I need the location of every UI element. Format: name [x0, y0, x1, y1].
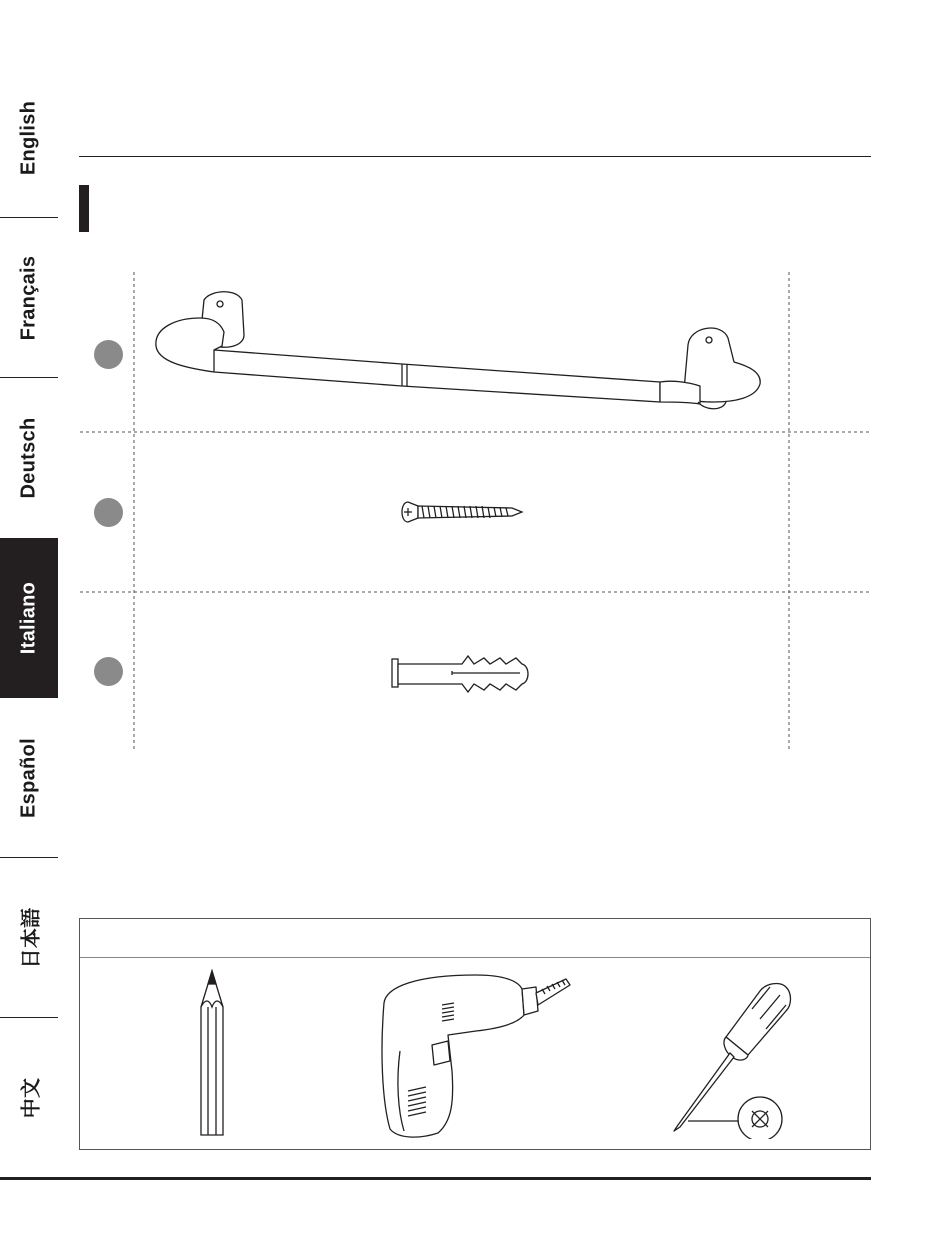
tab-deutsch[interactable]: Deutsch: [17, 417, 40, 499]
screwdriver-icon: [666, 979, 806, 1139]
pencil-icon: [192, 967, 232, 1139]
wall-anchor-illustration: [392, 656, 528, 692]
tools-header: [80, 919, 870, 958]
header-rule: [79, 156, 871, 157]
tab-espanol[interactable]: Español: [17, 738, 40, 818]
part-bullet: [94, 657, 123, 686]
part-bullet: [94, 340, 123, 369]
tools-panel: [79, 918, 871, 1150]
part-bullet: [94, 498, 123, 527]
section-marker: [79, 185, 89, 232]
parts-list: [0, 260, 880, 760]
screw-illustration: [402, 502, 522, 522]
tab-japanese[interactable]: 日本語: [20, 907, 43, 969]
footer-rule: [0, 1177, 871, 1180]
tab-english[interactable]: English: [17, 100, 40, 176]
towel-bar-illustration: [156, 292, 760, 409]
tab-chinese[interactable]: 中文: [20, 1077, 43, 1119]
drill-icon: [376, 971, 576, 1143]
tab-italiano[interactable]: Italiano: [0, 538, 58, 698]
tab-francais[interactable]: Français: [17, 255, 40, 341]
